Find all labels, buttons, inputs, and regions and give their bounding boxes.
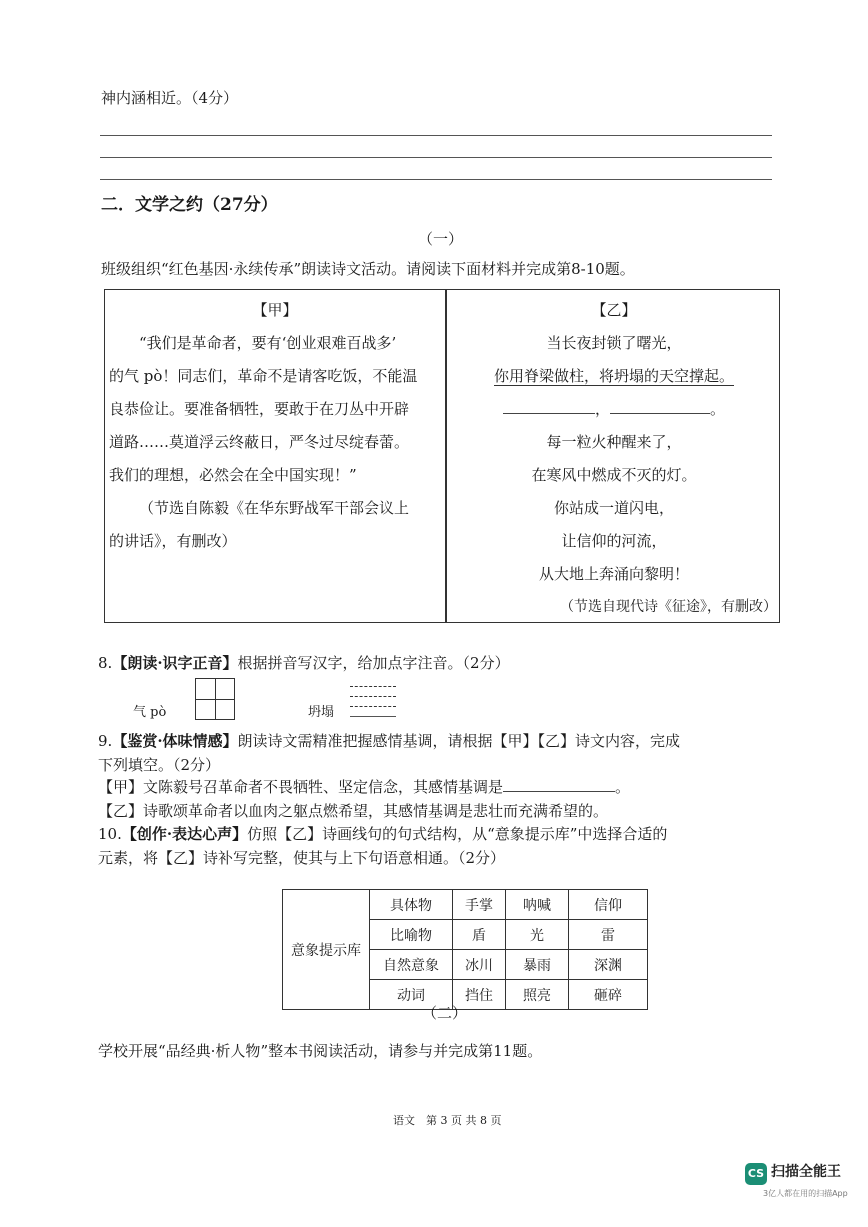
question-10 [98,823,667,845]
passage-jia-head: 【甲】 [252,301,298,319]
question-text: 【甲】文陈毅号召革命者不畏牺牲、坚定信念，其感情基调是 [98,778,504,796]
poem-line: 从大地上奔涌向黎明！ [538,565,689,583]
passage-jia [109,294,441,558]
passage-line: “我们是革命者，要有‘创业艰难百战多’ [139,334,397,352]
question-text: 根据拼音写汉字，给加点字注音。（2分） [237,654,510,672]
passage-line: 道路……莫道浮云终蔽日，严冬过尽绽春蕾。 [109,433,410,451]
blank-end: 。 [710,400,726,418]
passage-source: 的讲话》，有删改） [109,532,237,550]
pinyin-line[interactable] [350,686,396,687]
table-cell: 冰川 [453,950,506,980]
table-cell: 照亮 [506,980,569,1010]
answer-line [100,135,772,136]
answer-line [100,179,772,180]
question-number: 10. [98,825,122,843]
question-8 [98,652,510,674]
question-tag: 【鉴赏·体味情感】 [112,732,238,750]
pinyin-item-tanta: 坍塌 [308,705,335,720]
question-9 [98,730,680,752]
poem-line: 在寒风中燃成不灭的灯。 [531,466,697,484]
passage-yi-head: 【乙】 [591,301,637,319]
pinyin-item-qipo: 气 pò [133,705,167,720]
passage-line: 的气 pò！同志们，革命不是请客吃饭，不能温 [109,367,418,385]
poem-line-underlined [451,360,777,393]
imagery-table [282,889,648,1010]
scanner-logo-icon: CS [745,1163,767,1185]
table-row-label: 比喻物 [370,920,453,950]
table-row-label: 动词 [370,980,453,1010]
pinyin-line[interactable] [350,706,396,707]
poem-line: 每一粒火种醒来了， [546,433,682,451]
part-two-label: （二） [422,1004,468,1022]
table-cell: 砸碎 [569,980,648,1010]
passage-line: 良恭俭让。要准备牺牲，要敢于在刀丛中开辟 [109,400,410,418]
question-9-line2: 下列填空。（2分） [98,756,221,774]
scanner-brand-subtitle: 3亿人都在用的扫描App [763,1189,848,1198]
fill-blank[interactable] [610,399,710,414]
table-cell: 暴雨 [506,950,569,980]
table-cell: 雷 [569,920,648,950]
poem-blank-line[interactable] [451,393,777,426]
pinyin-line[interactable] [350,716,396,717]
previous-question-fragment: 神内涵相近。（4分） [101,89,239,107]
table-row-label: 具体物 [370,890,453,920]
blank-separator: ， [594,400,610,418]
pinyin-line[interactable] [350,696,396,697]
page-footer: 语文 第 3 页 共 8 页 [393,1114,502,1127]
table-title-cell: 意象提示库 [283,890,370,1010]
reading-material-table [104,289,780,623]
passage-yi [451,294,777,624]
question-tag: 【朗读·识字正音】 [112,654,238,672]
poem-line: 当长夜封锁了曙光， [546,334,682,352]
underlined-sentence: 你用脊梁做柱，将坍塌的天空撑起。 [493,367,734,385]
table-row-label: 自然意象 [370,950,453,980]
question-number: 8. [98,654,113,672]
question-text: 朗读诗文需精准把握感情基调，请根据【甲】【乙】诗文内容，完成 [237,732,681,750]
section-title: 二．文学之约（27分） [101,195,278,215]
part-one-label: （一） [418,230,464,248]
passage-source: （节选自陈毅《在华东野战军干部会议上 [139,499,410,517]
question-text: 。 [615,778,631,796]
poem-line: 你站成一道闪电， [553,499,674,517]
passage-line: 我们的理想，必然会在全中国实现！” [109,466,357,484]
question-number: 9. [98,732,113,750]
intro-text: 班级组织“红色基因·永续传承”朗读诗文活动。请阅读下面材料并完成第8-10题。 [101,260,635,278]
scanner-brand-title: 扫描全能王 [771,1164,841,1180]
table-cell: 呐喊 [506,890,569,920]
table-row [283,890,648,920]
question-text: 仿照【乙】诗画线句的句式结构，从“意象提示库”中选择合适的 [247,825,668,843]
table-cell: 光 [506,920,569,950]
table-cell: 信仰 [569,890,648,920]
answer-line [100,157,772,158]
table-cell: 深渊 [569,950,648,980]
table-cell: 盾 [453,920,506,950]
question-10-line2: 元素，将【乙】诗补写完整，使其与上下句语意相通。（2分） [98,849,506,867]
question-9-line4: 【乙】诗歌颂革命者以血肉之躯点燃希望，其感情基调是悲壮而充满希望的。 [98,802,609,820]
fill-blank[interactable] [503,777,615,792]
question-9-line3 [98,776,630,798]
fill-blank[interactable] [503,399,595,414]
part-two-intro: 学校开展“品经典·析人物”整本书阅读活动，请参与并完成第11题。 [98,1042,543,1060]
table-cell: 挡住 [453,980,506,1010]
table-divider [445,290,447,622]
writing-box[interactable] [195,678,235,720]
poem-source: （节选自现代诗《征途》，有删改） [560,599,777,615]
table-cell: 手掌 [453,890,506,920]
question-tag: 【创作·表达心声】 [121,825,248,843]
poem-line: 让信仰的河流， [561,532,667,550]
